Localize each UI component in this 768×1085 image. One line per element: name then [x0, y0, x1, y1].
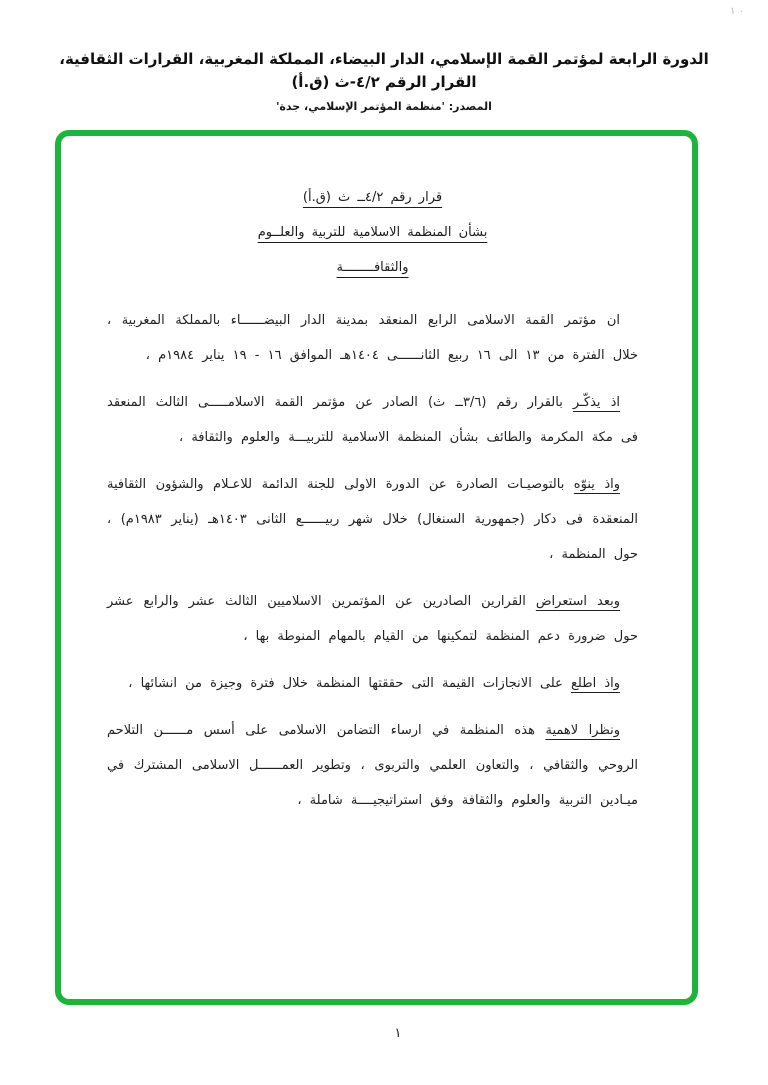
paragraph-noting — [107, 467, 638, 572]
page-number: ١ — [394, 1026, 402, 1041]
resolution-title-line-2: بشأن المنظمة الاسلامية للتربية والعلــوم — [257, 225, 488, 240]
paragraph-text: القرارين الصادرين عن المؤتمرين الاسلاميين الثالث عشر والرابع عشر حول ضرورة دعم المنظمة لتمكينها من القيام بالمهام المنوطة بها ، — [107, 594, 638, 644]
paragraph-recalling — [107, 385, 638, 455]
paragraph-lead: اذ يذكّـر — [572, 395, 620, 410]
paragraph-lead: واذ ينوّه — [573, 477, 620, 492]
document-header — [0, 48, 768, 113]
paragraph-lead: وبعد استعراض — [535, 594, 620, 609]
resolution-title — [107, 180, 638, 285]
paragraph-text: ان مؤتمر القمة الاسلامى الرابع المنعقد بمدينة الدار البيضــــــاء بالمملكة المغربية ، خلال الفترة من ١٣ الى ١٦ ربيع الثانــــــى ١٤٠٤هـ الموافق ١٦ - ١٩ يناير ١٩٨٤م ، — [107, 313, 638, 363]
paragraph-lead: ونظرا لاهمية — [545, 723, 621, 738]
paragraph-preamble — [107, 303, 638, 373]
paragraph-text: بالتوصيـات الصادرة عن الدورة الاولى للجنة الدائمة للاعـلام والشؤون الثقافية المنعقدة فى دكار (جمهورية السنغال) خلال شهر ربيــــــع الثانى ١٤٠٣هـ (يناير ١٩٨٣م) ، حول المنظمة ، — [107, 477, 639, 562]
paragraph-text: على الانجازات القيمة التى حققتها المنظمة خلال فترة وجيزة من انشائها ، — [128, 676, 563, 691]
header-source-line: المصدر: 'منظمة المؤتمر الإسلامي، جدة' — [276, 100, 492, 113]
paragraph-considering — [107, 713, 638, 818]
paragraph-text: بالقرار رقم (٣/٦ــ ث) الصادر عن مؤتمر القمة الاسلامـــــى الثالث المنعقد فى مكة المكرمة والطائف بشأن المنظمة الاسلامية للتربيـــة والعلوم والثقافة ، — [107, 395, 638, 445]
header-title: الدورة الرابعة لمؤتمر القمة الإسلامي، الدار البيضاء، المملكة المغربية، القرارات الثقافية، القرار الرقم ٤/٢-ث (ق.أ) — [59, 50, 709, 91]
faint-corner-annotation: ٠ ١ — [730, 6, 744, 17]
resolution-title-line-1: قرار رقم ٤/٢ــ ث (ق.أ) — [302, 190, 443, 205]
resolution-title-line-3: والثقافــــــــة — [336, 260, 409, 275]
paragraph-having-examined — [107, 666, 638, 701]
paragraph-lead: واذ اطلع — [571, 676, 620, 691]
paragraph-having-reviewed — [107, 584, 638, 654]
paragraph-text: هذه المنظمة في ارساء التضامن الاسلامى على أسس مــــــن التلاحم الروحي والثقافي ، والتعاون العلمي والتربوى ، وتطوير العمــــــل الاسلامى المشترك في ميـادين التربية والعلوم والثقافة وفق استراتيجيــــة شاملة ، — [107, 723, 638, 808]
document-green-frame — [55, 130, 698, 1005]
